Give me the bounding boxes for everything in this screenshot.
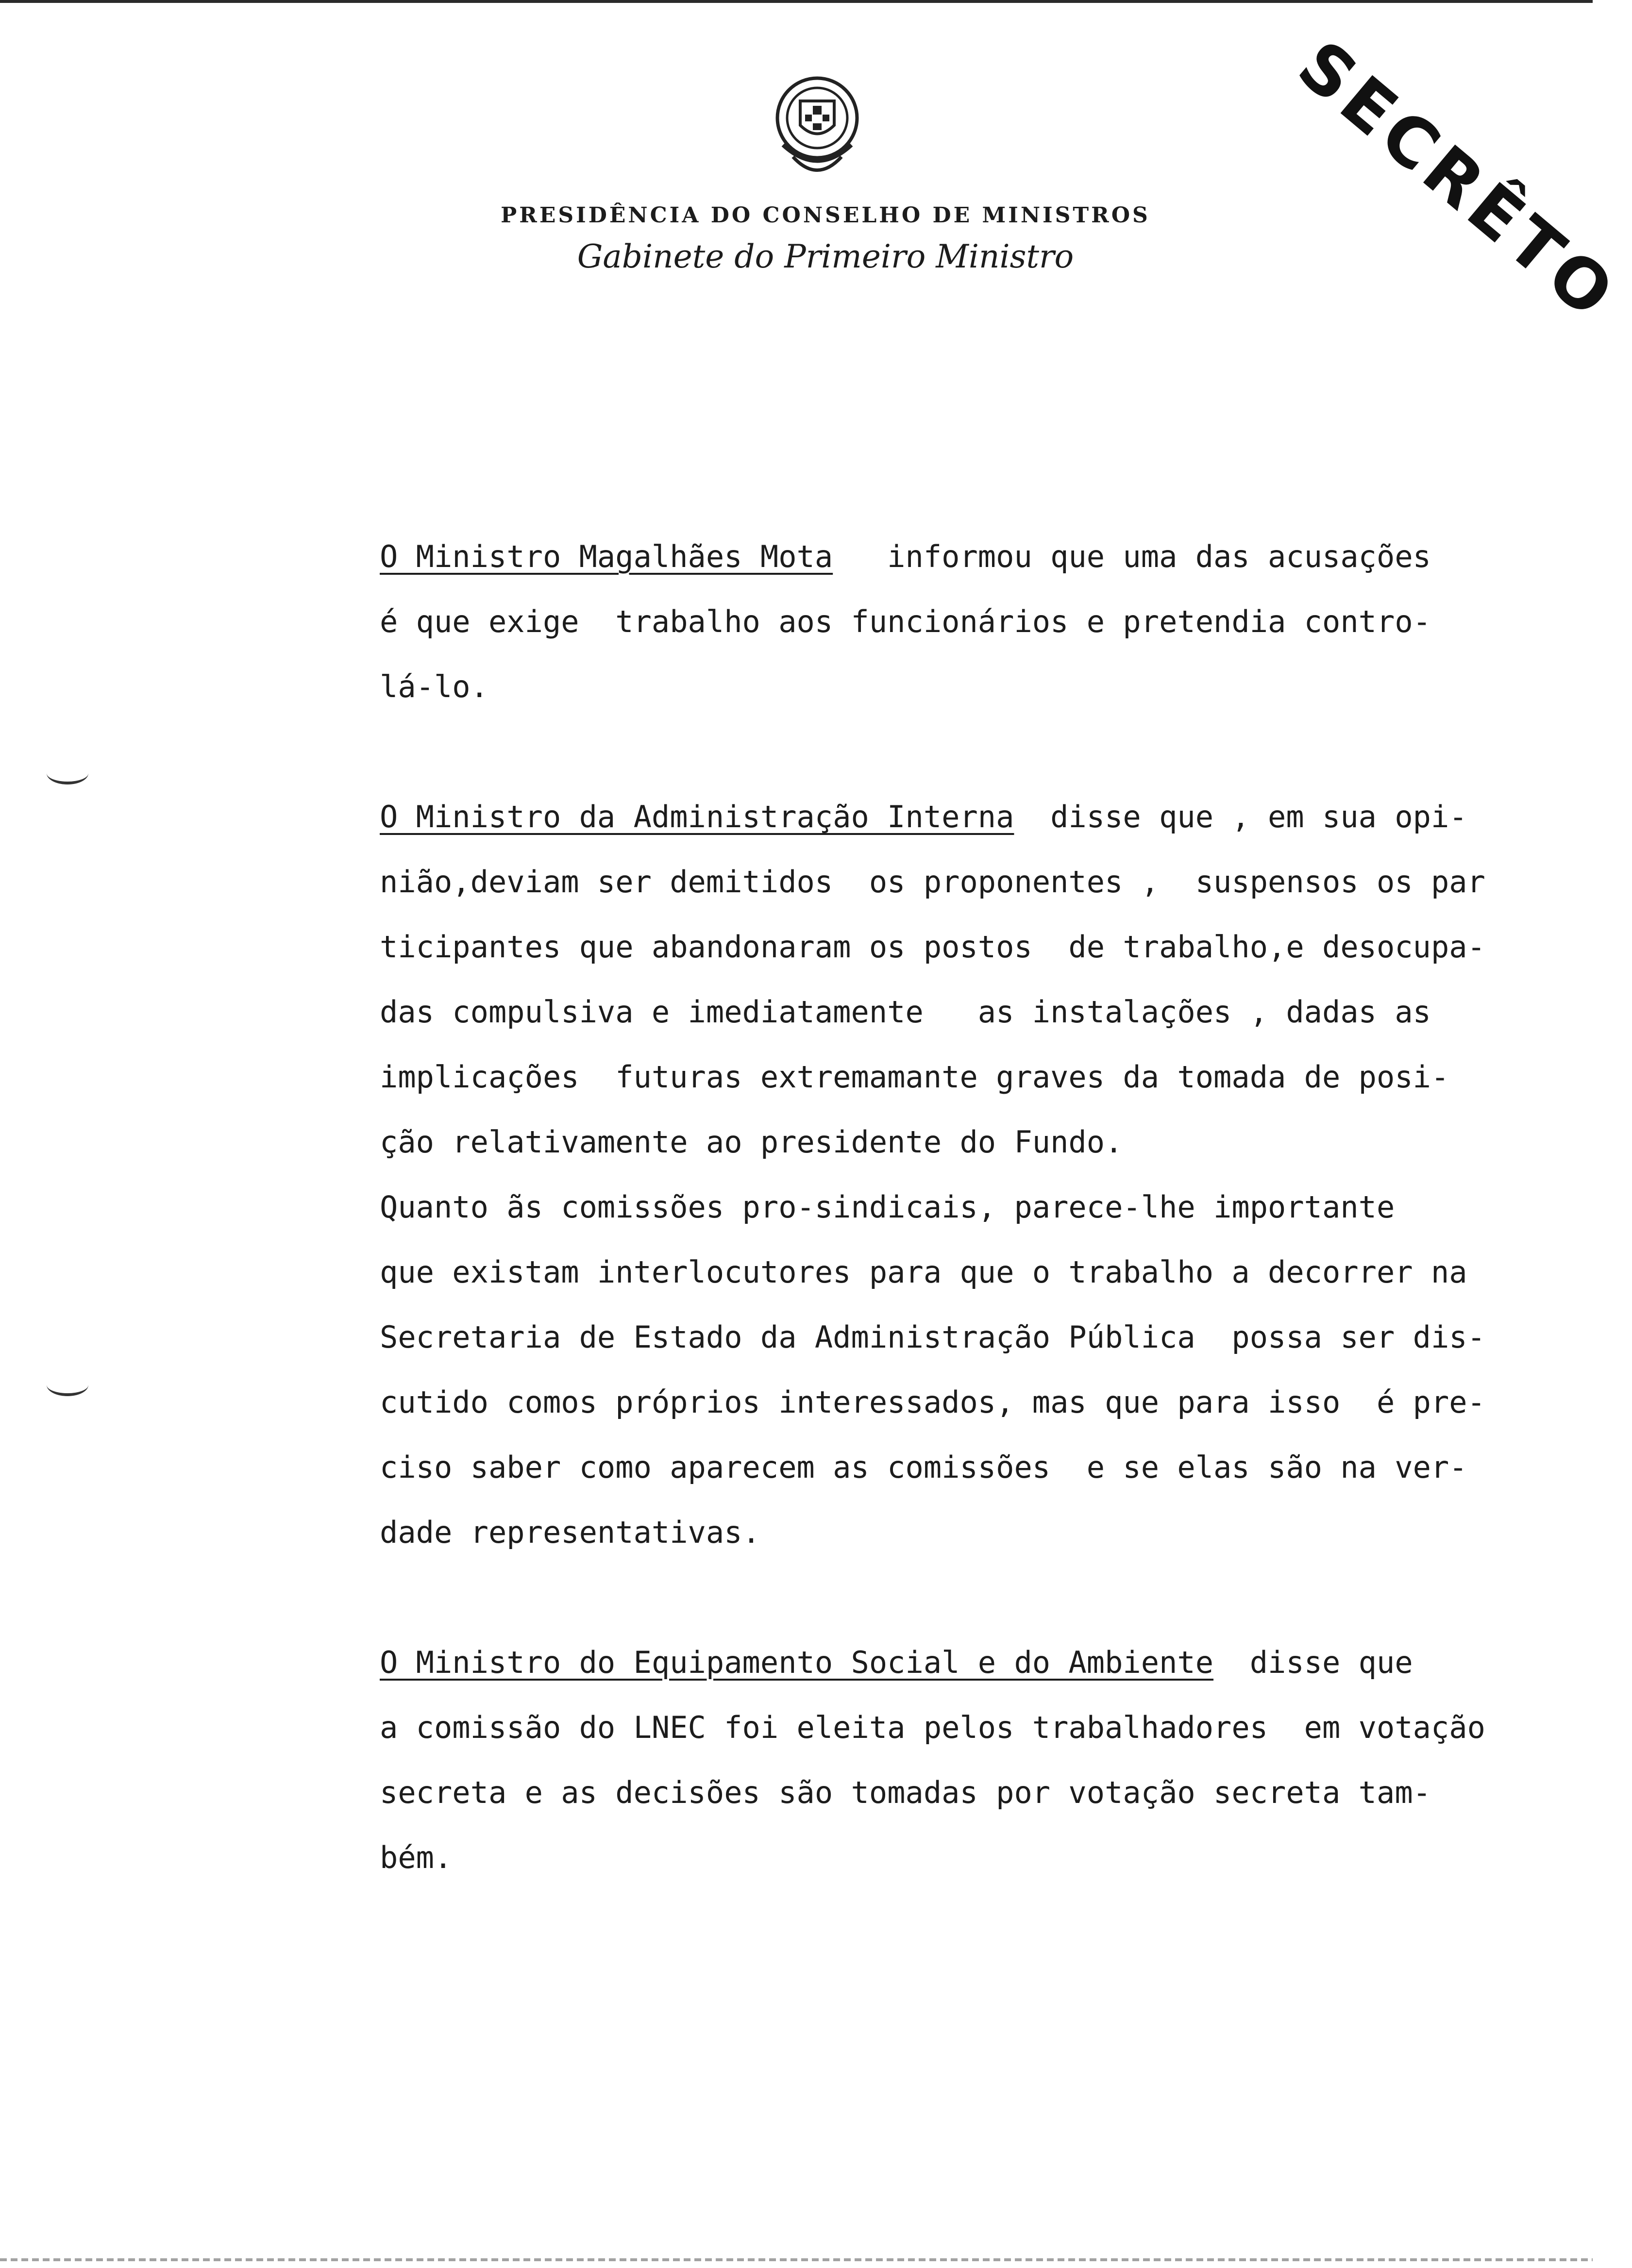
statement-line: implicações futuras extremamante graves da tomada de posi-	[380, 1059, 1449, 1095]
statement-line: secreta e as decisões são tomadas por votação secreta tam-	[380, 1775, 1431, 1810]
statement-line: dade representativas.	[380, 1515, 760, 1550]
speaker-name: O Ministro da Administração Interna	[380, 799, 1014, 834]
statement-line: O Ministro Magalhães Mota informou que uma das acusações	[380, 539, 1431, 574]
statement-line: das compulsiva e imediatamente as instalações , dadas as	[380, 994, 1431, 1030]
statement-line: cutido comos próprios interessados, mas que para isso é pre-	[380, 1384, 1485, 1420]
statement-line: O Ministro do Equipamento Social e do Ambiente disse que	[380, 1645, 1413, 1680]
minister-statement	[380, 524, 1565, 719]
statement-line: nião,deviam ser demitidos os proponentes , suspensos os par	[380, 864, 1485, 900]
punch-hole-mark	[47, 1374, 88, 1396]
statement-line: Quanto ãs comissões pro-sindicais, parece-lhe importante	[380, 1189, 1395, 1225]
statement-line: lá-lo.	[380, 669, 488, 704]
statement-line: que existam interlocutores para que o trabalho a decorrer na	[380, 1254, 1467, 1290]
statement-line: O Ministro da Administração Interna disse que , em sua opi-	[380, 799, 1467, 834]
statement-line: bém.	[380, 1840, 453, 1875]
organization-subtitle: Gabinete do Primeiro Ministro	[577, 238, 1074, 275]
minister-statement	[380, 1630, 1565, 1890]
organization-name: PRESIDÊNCIA DO CONSELHO DE MINISTROS	[501, 203, 1150, 228]
statement-line: a comissão do LNEC foi eleita pelos trabalhadores em votação	[380, 1710, 1485, 1745]
statement-line: ticipantes que abandonaram os postos de trabalho,e desocupa-	[380, 929, 1485, 965]
classification-stamp: SECRÊTO	[1283, 26, 1632, 337]
statement-line: ciso saber como aparecem as comissões e se elas são na ver-	[380, 1450, 1467, 1485]
statement-line: ção relativamente ao presidente do Fundo.	[380, 1124, 1123, 1160]
coat-of-arms-icon	[771, 72, 863, 183]
bottom-edge-rule	[0, 2258, 1593, 2261]
document-body	[380, 524, 1565, 1890]
statement-line: Secretaria de Estado da Administração Pública possa ser dis-	[380, 1319, 1485, 1355]
speaker-name: O Ministro do Equipamento Social e do Ambiente	[380, 1645, 1214, 1680]
statement-line: é que exige trabalho aos funcionários e pretendia contro-	[380, 604, 1431, 639]
top-edge-rule	[0, 0, 1593, 3]
speaker-name: O Ministro Magalhães Mota	[380, 539, 833, 574]
minister-statement	[380, 784, 1565, 1565]
punch-hole-mark	[47, 762, 88, 784]
